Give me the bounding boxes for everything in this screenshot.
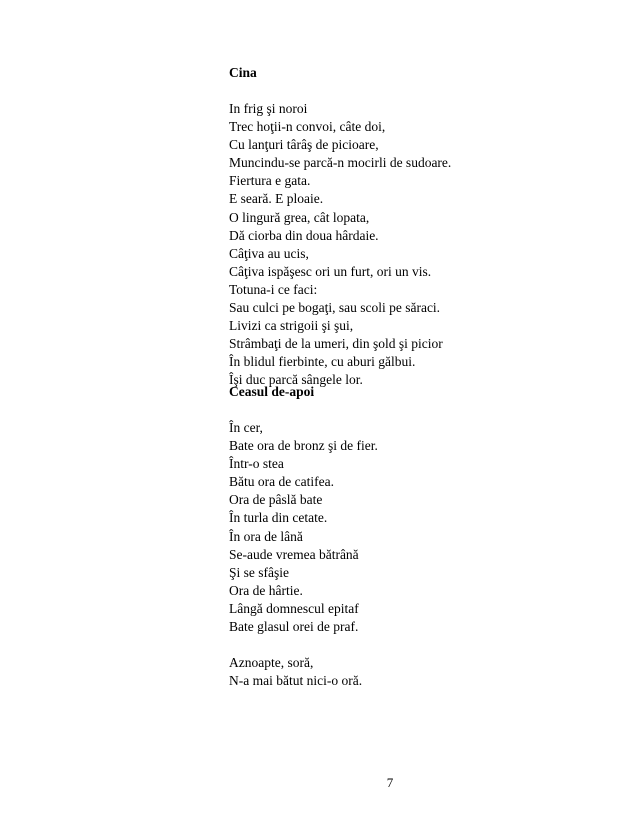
poem-line: Livizi ca strigoii şi şui, [229,318,354,334]
poem-line: În turla din cetate. [229,510,328,526]
poem-line: Bate glasul orei de praf. [229,619,359,635]
poem-line: Sau culci pe bogaţi, sau scoli pe săraci. [229,300,441,316]
poem-ceasul-de-apoi [229,383,549,690]
poem-line: Strâmbaţi de la umeri, din şold şi picior [229,336,443,352]
poem-line: În ora de lână [229,528,303,544]
poem-line: În cer, [229,420,263,435]
poem-line: Ora de pâslă bate [229,492,323,508]
poem-line: Câţiva ispăşesc ori un furt, ori un vis. [229,263,432,279]
poem-line: În blidul fierbinte, cu aburi gălbui. [229,354,416,370]
poem-line: Bate ora de bronz şi de fier. [229,438,378,454]
poem-line: Muncindu-se parcă-n mocirli de sudoare. [229,155,452,171]
poem-line: Trec hoţii-n convoi, câte doi, [229,119,386,135]
stanza [229,654,549,690]
stanza [229,100,549,390]
poem-line: Cu lanţuri târâş de picioare, [229,137,379,153]
poem-cina [229,64,549,390]
poem-line: N-a mai bătut nici-o oră. [229,673,363,689]
poem-line: In frig şi noroi [229,101,308,116]
poem-line: Lângă domnescul epitaf [229,600,359,616]
poem-title: Ceasul de-apoi [229,384,315,399]
poem-line: Ora de hârtie. [229,582,303,598]
stanza [229,419,549,636]
poem-title: Cina [229,65,257,80]
poem-line: Bătu ora de catifea. [229,474,334,490]
poem-line: Dă ciorba din doua hârdaie. [229,227,379,243]
poem-line: E seară. E ploaie. [229,191,324,207]
page-number: 7 [386,775,394,790]
poem-line: O lingură grea, cât lopata, [229,209,370,225]
poem-line: Se-aude vremea bătrână [229,546,359,562]
poem-line: Într-o stea [229,456,284,472]
poem-line: Totuna-i ce faci: [229,281,318,297]
poem-line: Fiertura e gata. [229,173,311,189]
poem-line: Îşi duc parcă sângele lor. [229,372,363,388]
poem-line: Câţiva au ucis, [229,245,309,261]
poem-line: Şi se sfâşie [229,564,289,580]
poem-line: Aznoapte, soră, [229,655,314,671]
